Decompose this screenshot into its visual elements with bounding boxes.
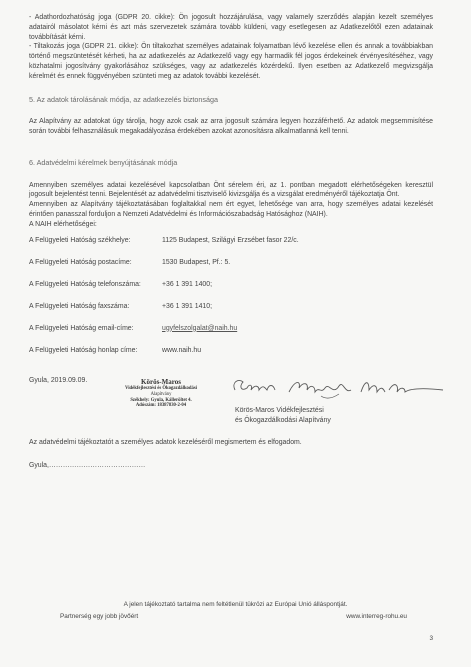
contact-value: +36 1 391 1410; (162, 302, 213, 310)
contact-label: A Felügyeleti Hatóság email-címe: (29, 324, 134, 332)
footer-slogan: Partnerség egy jobb jövőért (60, 613, 139, 621)
stamp-line: Alapítvány (150, 391, 172, 397)
date-line: Gyula, 2019.09.09. (29, 376, 88, 384)
section-6-title: 6. Adatvédelmi kérelmek benyújtásának módja (29, 158, 178, 168)
section-6-text-1: Amennyiben személyes adatai kezelésével kapcsolatban Önt sérelem éri, az 1. pontban megadott elérhetőségeken keresztül jogosult bejelentést tenni. Bejelentését az adatvédelmi tisztviselő kivizsgálja és a vizsgálat eredményéről tájékoztatja Önt. (29, 181, 433, 199)
contact-label: A Felügyeleti Hatóság telefonszáma: (29, 280, 141, 288)
foundation-name (235, 406, 331, 427)
stamp-line: Adószám: 18387830-2-04 (135, 403, 187, 409)
contact-row-postal (29, 252, 433, 274)
page-number: 3 (429, 635, 433, 642)
footer-website-link[interactable]: www.interreg-rohu.eu (346, 613, 407, 621)
naih-heading: A NAIH elérhetőségei: (29, 220, 97, 228)
page-footer (0, 600, 471, 621)
right-portability: - Adathordozhatóság joga (GDPR 20. cikke): Ön jogosult hozzájárulása, vagy valamely szerződés alapján kezelt személyes adatairól másolatot kérni és azt más szervezetek számára tovább küldeni, vagy esetlegesen az Adatkezelőtől ezen adatainak továbbítását kérni. (29, 14, 433, 41)
stamp-line: Körös-Maros (141, 377, 181, 386)
contact-row-email (29, 318, 433, 340)
section-5-text: Az Alapítvány az adatokat úgy tárolja, hogy azok csak az arra jogosult számára legyen hozzáférhető. Az adatok megsemmisítése során további felhasználásuk megakadályozása érdekében azokat azonosításra alkalmatlanná kell tenni. (29, 117, 433, 135)
right-objection: - Tiltakozás joga (GDPR 21. cikke): Ön tiltakozhat személyes adatainak folyamatban lévő kezelése ellen és annak a továbbiakban történő megszüntetését kérheti, ha az adatkezelés az Adatkezelő vagy egy harmadik fél jogos érdekeinek érvényesítéséhez, vagy közhatalmi jogosítvány gyakorlásához szükséges, vagy az adatkezelés közérdekű. Ilyen esetben az Adatkezelő megvizsgálja kérelmét és ennek függvényében szünteti meg az adatok további kezelését. (29, 43, 433, 80)
contact-label: A Felügyeleti Hatóság faxszáma: (29, 302, 130, 310)
email-link[interactable]: ugyfelszolgalat@naih.hu (162, 324, 238, 332)
org-line-2: és Ökogazdálkodási Alapítvány (235, 416, 331, 424)
contact-label: A Felügyeleti Hatóság postacíme: (29, 258, 132, 266)
contact-row-fax (29, 296, 433, 318)
contact-value: 1125 Budapest, Szilágyi Erzsébet fasor 22/c. (162, 236, 299, 244)
handwritten-signature (229, 372, 447, 402)
stamp-line: Székhely: Gyula, Kálleröltet 4. (130, 397, 192, 403)
contact-label: A Felügyeleti Hatóság székhelye: (29, 236, 131, 244)
contact-row-phone (29, 274, 433, 296)
foundation-stamp (111, 378, 211, 409)
section-5-title: 5. Az adatok tárolásának módja, az adatkezelés biztonsága (29, 94, 218, 104)
contact-row-website (29, 340, 433, 362)
org-line-1: Körös-Maros Vidékfejlesztési (235, 406, 324, 414)
stamp-line: Vidékfejlesztési és Ökogazdálkodási (125, 386, 197, 392)
section-6-text-2: Amennyiben az Alapítvány tájékoztatásában foglaltakkal nem ért egyet, lehetősége van arra, hogy személyes adatai kezelését érintően panasszal forduljon a Nemzeti Adatvédelmi és Információszabadság Hatósághoz (NAIH). (29, 201, 433, 218)
naih-contacts (29, 230, 433, 362)
signature-place-line: Gyula,…………………………………… (29, 462, 146, 470)
eu-disclaimer: A jelen tájékoztató tartalma nem feltétlenül tükrözi az Európai Unió álláspontját. (123, 601, 348, 608)
signature-area (29, 376, 433, 436)
website-link[interactable]: www.naih.hu (162, 346, 202, 354)
contact-label: A Felügyeleti Hatóság honlap címe: (29, 346, 138, 354)
acknowledgement-text: Az adatvédelmi tájékoztatót a személyes adatok kezeléséről megismertem és elfogadom. (29, 438, 302, 446)
contact-row-seat (29, 230, 433, 252)
contact-value: +36 1 391 1400; (162, 280, 213, 288)
contact-value: 1530 Budapest, Pf.: 5. (162, 258, 231, 266)
